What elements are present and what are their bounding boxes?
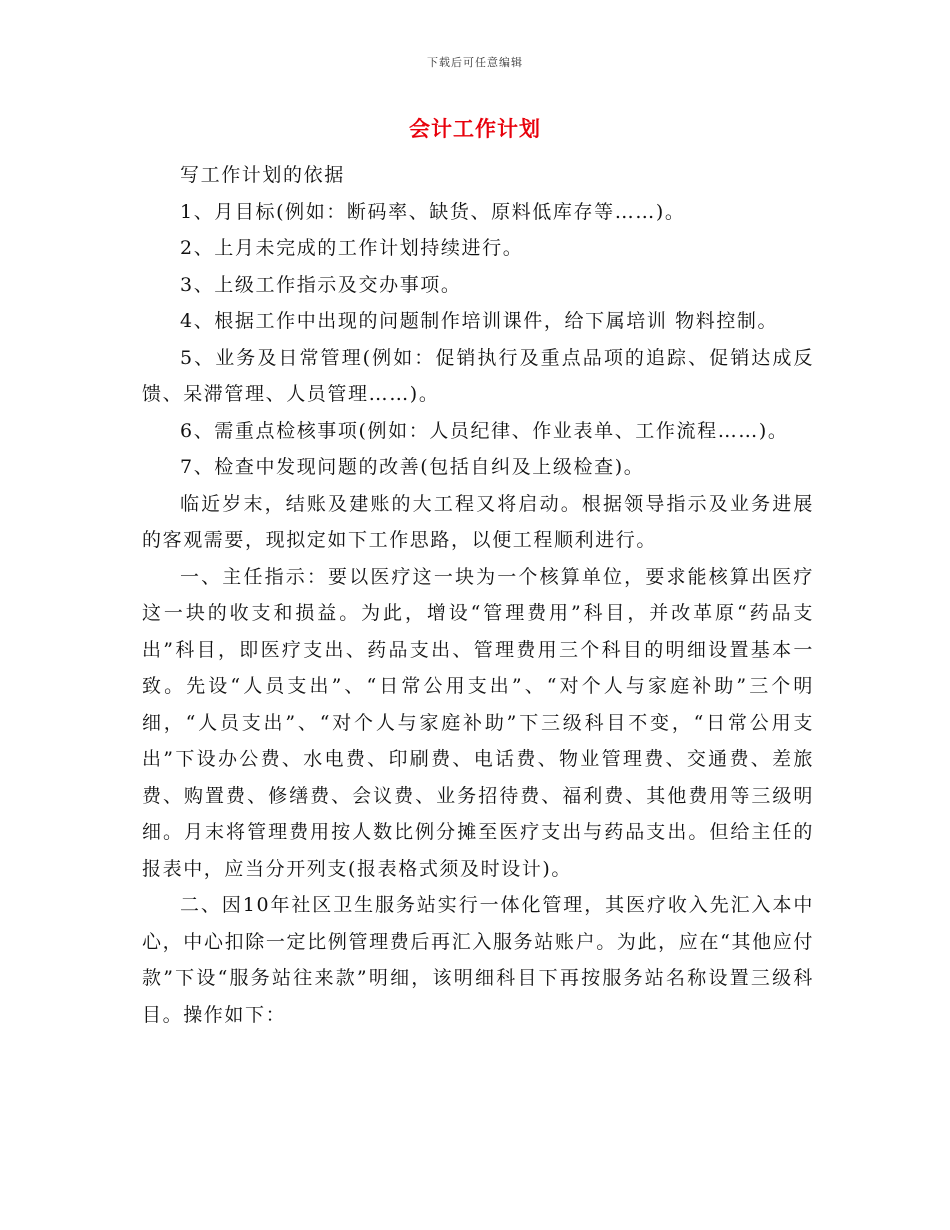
paragraph-item-4: 4、根据工作中出现的问题制作培训课件，给下属培训 物料控制。 [180, 310, 779, 332]
paragraph-item-6: 6、需重点检核事项(例如：人员纪律、作业表单、工作流程……)。 [180, 419, 789, 442]
paragraph-item-7: 7、检查中发现问题的改善(包括自纠及上级检查)。 [180, 456, 645, 478]
page-header-note: 下载后可任意编辑 [427, 56, 523, 69]
document-title: 会计工作计划 [409, 116, 541, 141]
document-body [142, 157, 814, 1033]
paragraph-item-3: 3、上级工作指示及交办事项。 [180, 273, 462, 296]
paragraph-item-1: 1、月目标(例如：断码率、缺货、原料低库存等……)。 [180, 200, 686, 223]
paragraph-basis-heading: 写工作计划的依据 [180, 164, 345, 186]
paragraph-item-5: 5、业务及日常管理(例如：促销执行及重点品项的追踪、促销达成反馈、呆滞管理、人员管理……)。 [142, 346, 814, 405]
paragraph-intro: 临近岁末，结账及建账的大工程又将启动。根据领导指示及业务进展的客观需要，现拟定如下工作思路，以便工程顺利进行。 [142, 492, 814, 551]
paragraph-section-2: 二、因10年社区卫生服务站实行一体化管理，其医疗收入先汇入本中心，中心扣除一定比例管理费后再汇入服务站账户。为此，应在“其他应付款”下设“服务站往来款”明细，该明细科目下再按服务站名称设置三级科目。操作如下： [142, 894, 814, 1026]
paragraph-item-2: 2、上月未完成的工作计划持续进行。 [180, 237, 524, 259]
paragraph-section-1: 一、主任指示：要以医疗这一块为一个核算单位，要求能核算出医疗这一块的收支和损益。为此，增设“管理费用”科目，并改革原“药品支出”科目，即医疗支出、药品支出、管理费用三个科目的明细设置基本一致。先设“人员支出”、“日常公用支出”、“对个人与家庭补助”三个明细，“人员支出”、“对个人与家庭补助”下三级科目不变，“日常公用支出”下设办公费、水电费、印刷费、电话费、物业管理费、交通费、差旅费、购置费、修缮费、会议费、业务招待费、福利费、其他费用等三级明细。月末将管理费用按人数比例分摊至医疗支出与药品支出。但给主任的报表中，应当分开列支(报表格式须及时设计)。 [142, 565, 814, 880]
